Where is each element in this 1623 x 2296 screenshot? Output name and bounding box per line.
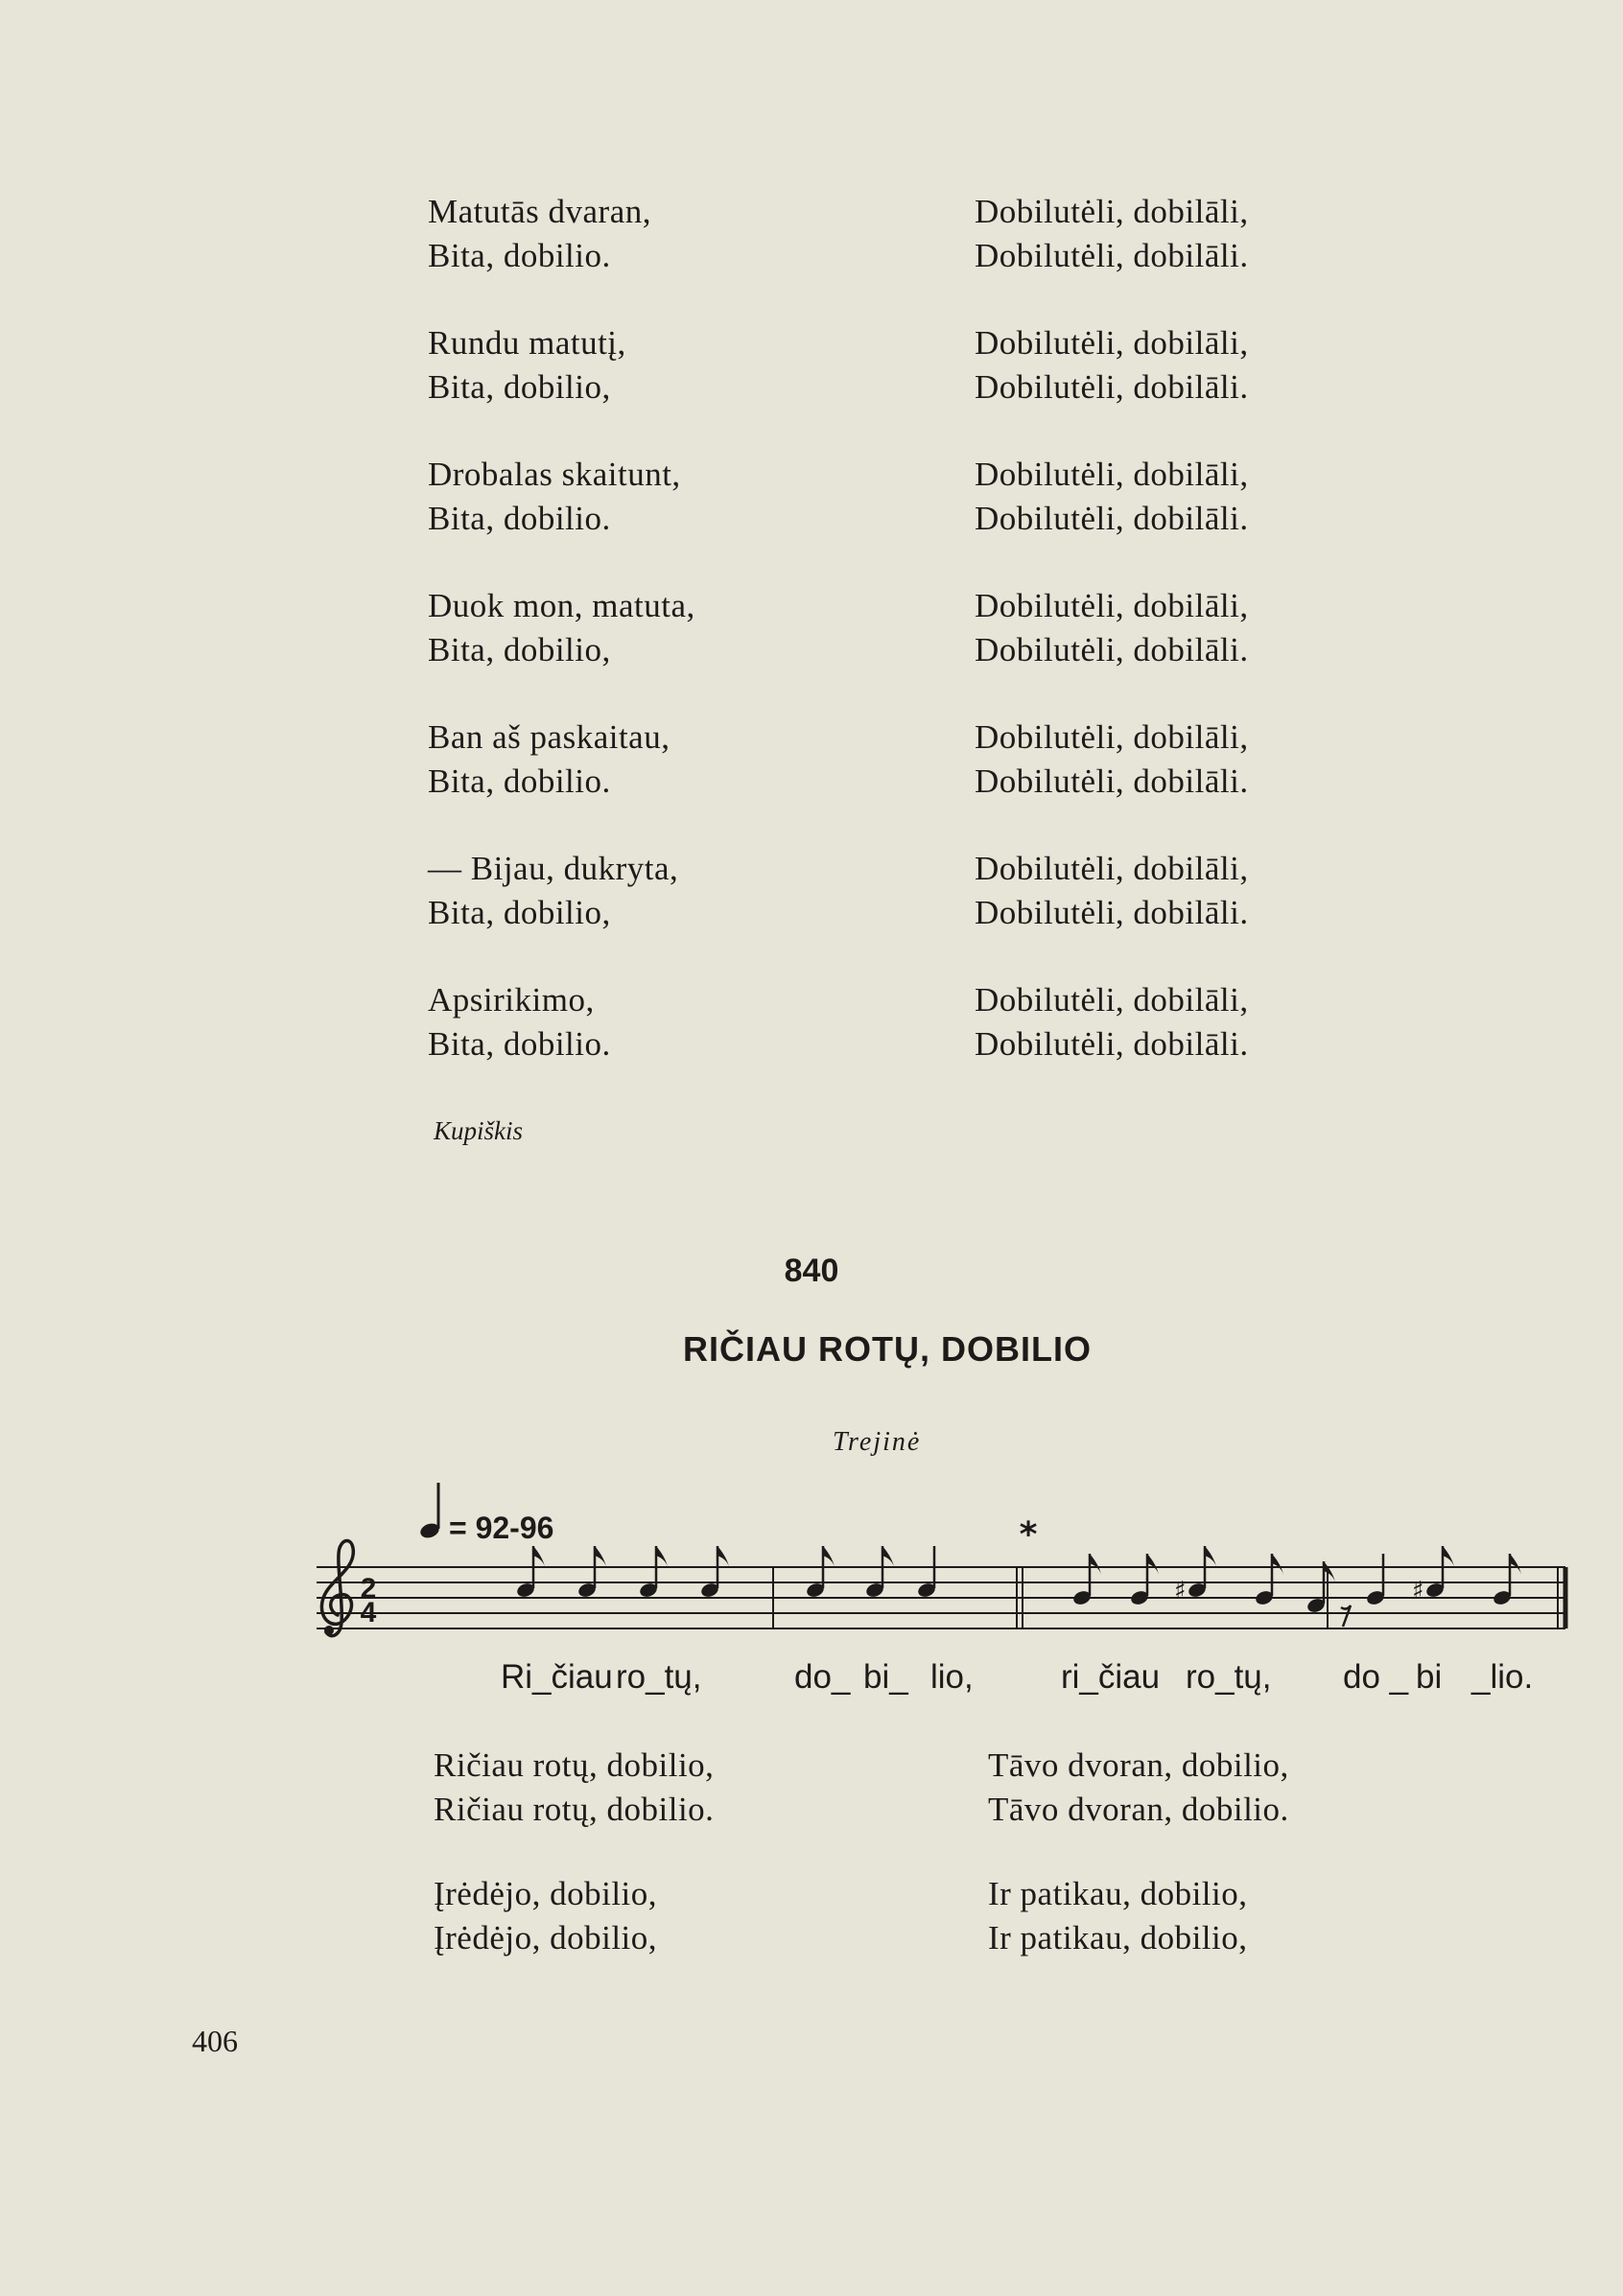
verse-line: Dobilutėli, dobilāli.: [975, 762, 1249, 800]
verse-line: Įrėdėjo, dobilio,: [434, 1875, 658, 1912]
note: [1365, 1554, 1385, 1606]
verse-line: Ban aš paskaitau,: [428, 718, 670, 756]
stanza: [975, 847, 1397, 935]
verse-line: Rundu matutį,: [428, 324, 626, 362]
verse-line: Ir patikau, dobilio,: [988, 1875, 1248, 1912]
time-signature-top: 2: [360, 1573, 377, 1605]
verse-line: Bita, dobilio,: [428, 368, 611, 406]
lyric-syllable: Ri_čiau: [501, 1658, 613, 1696]
verse-line: Matutās dvaran,: [428, 193, 651, 230]
verse-line: Ričiau rotų, dobilio.: [434, 1791, 715, 1828]
stanza: [428, 715, 927, 804]
lyric-syllable: bi_: [863, 1658, 908, 1696]
lower-left-column: [434, 1744, 932, 2001]
tempo-text: = 92-96: [449, 1511, 554, 1545]
verse-line: Apsirikimo,: [428, 981, 595, 1019]
stanza: [988, 1744, 1487, 1832]
note-flag: [656, 1546, 668, 1567]
note-flag: [1272, 1554, 1283, 1575]
verse-line: Dobilutėli, dobilāli.: [975, 500, 1249, 537]
song-number: 840: [784, 1253, 839, 1289]
verse-line: Bita, dobilio,: [428, 894, 611, 931]
stanza: [428, 190, 927, 278]
verse-line: Bita, dobilio.: [428, 237, 611, 274]
tempo-mark: [418, 1483, 553, 1545]
treble-clef-icon: [321, 1541, 353, 1636]
lyric-syllable: lio,: [930, 1658, 974, 1696]
note-flag: [1443, 1546, 1454, 1567]
verse-line: Tāvo dvoran, dobilio,: [988, 1746, 1289, 1784]
verse-line: Dobilutėli, dobilāli.: [975, 368, 1249, 406]
verse-line: Tāvo dvoran, dobilio.: [988, 1791, 1289, 1828]
note: [916, 1546, 936, 1599]
stanza: [975, 978, 1397, 1066]
notes: [515, 1546, 1521, 1627]
stanza: [428, 978, 927, 1066]
note: [638, 1546, 668, 1599]
stanza: [975, 453, 1397, 541]
lyric-syllable: do_: [794, 1658, 851, 1696]
stanza: [428, 847, 927, 935]
verse-line: Dobilutėli, dobilāli,: [975, 850, 1249, 887]
song-title: RIČIAU ROTŲ, DOBILIO: [683, 1329, 1092, 1369]
note-flag: [1090, 1554, 1101, 1575]
note-flag: [533, 1546, 545, 1567]
asterisk-mark: *: [1019, 1515, 1038, 1555]
verse-line: Bita, dobilio,: [428, 631, 611, 668]
lyric-syllable: bi: [1416, 1658, 1443, 1696]
verse-line: Dobilutėli, dobilāli,: [975, 324, 1249, 362]
stanza: [988, 1872, 1487, 1960]
verse-line: Įrėdėjo, dobilio,: [434, 1919, 658, 1956]
time-signature-bottom: 4: [360, 1597, 377, 1628]
place-name: Kupiškis: [434, 1116, 524, 1145]
verse-line: Ir patikau, dobilio,: [988, 1919, 1248, 1956]
note-flag: [1324, 1561, 1335, 1582]
lyric-syllable: ro_tų,: [1186, 1658, 1272, 1696]
verse-line: Drobalas skaitunt,: [428, 456, 681, 493]
stanza: [975, 584, 1397, 672]
verse-line: Duok mon, matuta,: [428, 587, 695, 624]
verse-line: — Bijau, dukryta,: [428, 850, 679, 887]
verse-line: Ričiau rotų, dobilio,: [434, 1746, 715, 1784]
note-flag: [1510, 1554, 1521, 1575]
verse-line: Bita, dobilio.: [428, 500, 611, 537]
stanza: [428, 453, 927, 541]
lyric-syllable: _lio.: [1471, 1658, 1534, 1696]
lyric-syllable: ri_čiau: [1061, 1658, 1161, 1696]
page-number: 406: [192, 2024, 238, 2058]
verse-line: Bita, dobilio.: [428, 1025, 611, 1063]
stanza: [428, 321, 927, 410]
verse-line: Dobilutėli, dobilāli.: [975, 1025, 1249, 1063]
note: [515, 1546, 545, 1599]
lower-right-column: [988, 1744, 1487, 2001]
verse-line: Dobilutėli, dobilāli.: [975, 631, 1249, 668]
upper-left-column: [428, 190, 927, 1110]
eighth-rest: [1341, 1605, 1351, 1627]
stanza: [975, 190, 1397, 278]
stanza: [428, 584, 927, 672]
note-flag: [1147, 1554, 1159, 1575]
note-flag: [1205, 1546, 1216, 1567]
verse-line: Dobilutėli, dobilāli.: [975, 237, 1249, 274]
note-flag: [882, 1546, 894, 1567]
verse-line: Dobilutėli, dobilāli,: [975, 718, 1249, 756]
note: [699, 1546, 729, 1599]
note-flag: [823, 1546, 835, 1567]
stanza: [975, 321, 1397, 410]
note: [805, 1546, 835, 1599]
verse-line: Dobilutėli, dobilāli,: [975, 456, 1249, 493]
stanza: [434, 1872, 932, 1960]
stanza: [975, 715, 1397, 804]
note-flag: [717, 1546, 729, 1567]
music-staff: [0, 1458, 1623, 1698]
lyric-syllable: do _: [1343, 1658, 1409, 1696]
note: [1174, 1546, 1216, 1605]
stanza: [434, 1744, 932, 1832]
sung-lyrics: [501, 1658, 1533, 1696]
verse-line: Dobilutėli, dobilāli,: [975, 587, 1249, 624]
note: [576, 1546, 606, 1599]
note: [1412, 1546, 1454, 1605]
verse-line: Dobilutėli, dobilāli,: [975, 981, 1249, 1019]
sharp-sign: ♯: [1174, 1577, 1187, 1605]
note-flag: [595, 1546, 606, 1567]
upper-right-column: [975, 190, 1397, 1110]
lyric-syllable: ro_tų,: [616, 1658, 702, 1696]
sharp-sign: ♯: [1412, 1577, 1424, 1605]
note: [864, 1546, 894, 1599]
verse-line: Dobilutėli, dobilāli.: [975, 894, 1249, 931]
verse-line: Bita, dobilio.: [428, 762, 611, 800]
meter-label: Trejinė: [833, 1427, 922, 1457]
verse-line: Dobilutėli, dobilāli,: [975, 193, 1249, 230]
